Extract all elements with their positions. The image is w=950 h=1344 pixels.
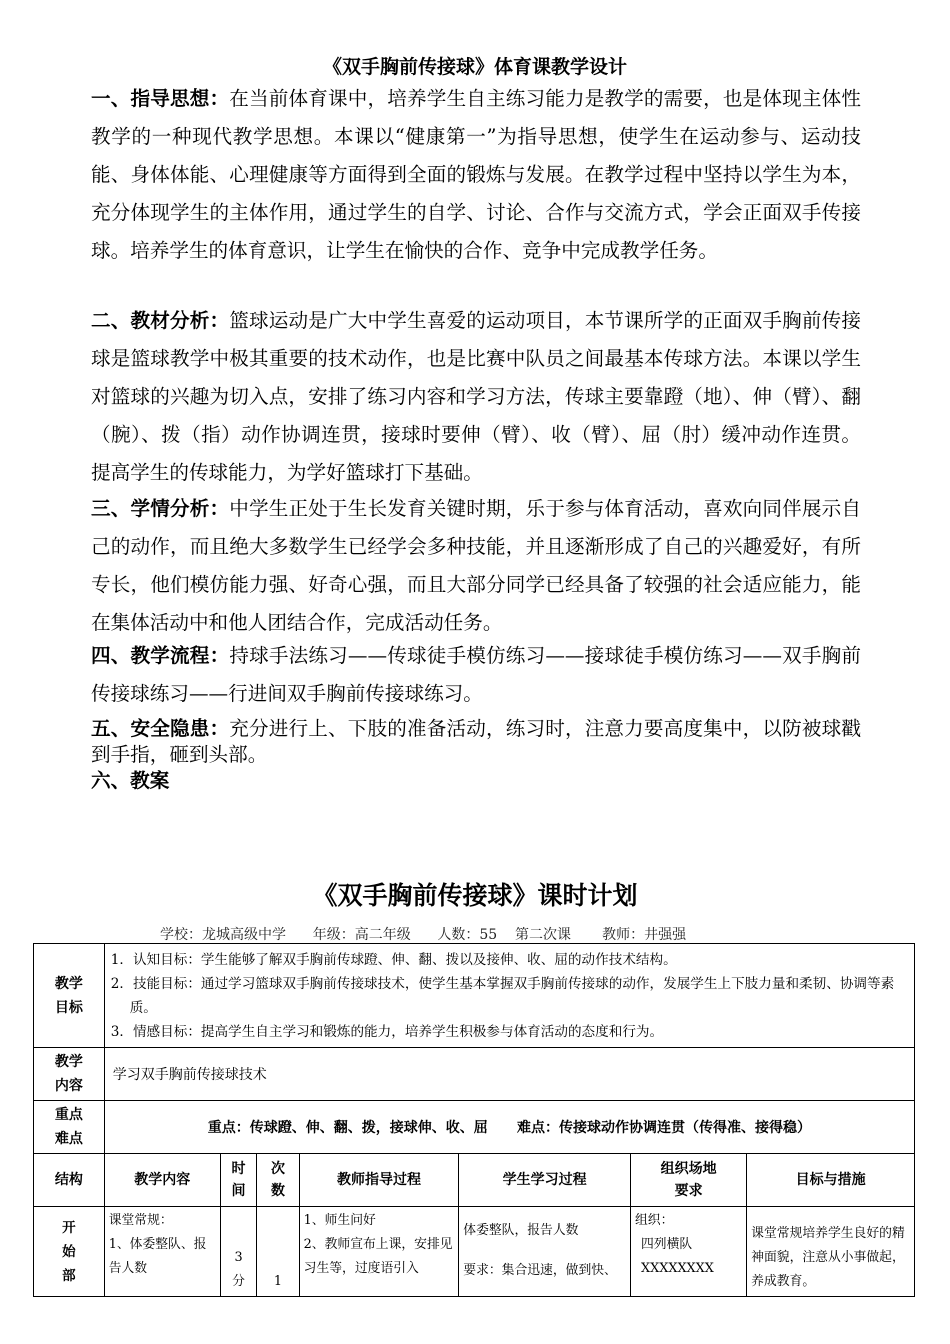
goal-item: 1．认知目标：学生能够了解双手胸前传球蹬、伸、翻、拨以及接伸、收、屈的动作技术结构。 bbox=[110, 951, 677, 968]
header-line: 间 bbox=[231, 1183, 246, 1199]
section-heading: 五、安全隐患： bbox=[91, 717, 230, 740]
cell-line: 体委整队，报告人数 bbox=[463, 1223, 579, 1238]
document-title: 《双手胸前传接球》体育课教学设计 bbox=[322, 56, 627, 78]
plan-meta: 学校：龙城高级中学 年级：高二年级 人数：55 第二次课 教师：井强强 bbox=[160, 927, 687, 943]
header-teacher: 教师指导过程 bbox=[299, 1154, 459, 1207]
teacher-cell bbox=[299, 1207, 459, 1297]
label-line: 教学 bbox=[54, 1054, 83, 1070]
content-cell: 学习双手胸前传接球技术 bbox=[104, 1048, 914, 1101]
label-line: 目标 bbox=[54, 999, 83, 1016]
content-cell bbox=[104, 1207, 220, 1297]
cell-line: 部 bbox=[62, 1267, 76, 1284]
reps-cell: 1 bbox=[257, 1207, 299, 1297]
key-points-cell: 重点：传球蹬、伸、翻、拨，接球伸、收、屈 难点：传接球动作协调连贯（传得准、接得稳） bbox=[104, 1101, 914, 1154]
header-line: 次 bbox=[270, 1161, 285, 1177]
plan-title: 《双手胸前传接球》课时计划 bbox=[312, 881, 638, 910]
content-label bbox=[34, 1048, 105, 1101]
key-label bbox=[34, 1101, 105, 1154]
label-line: 内容 bbox=[54, 1078, 83, 1094]
cell-line: 分 bbox=[232, 1274, 245, 1289]
cell-line: 开 bbox=[62, 1219, 76, 1236]
section-body: 在当前体育课中，培养学生自主练习能力是教学的需要，也是体现主体性教学的一种现代教学思想。本课以“健康第一”为指导思想，使学生在运动参与、运动技能、身体体能、心理健康等方面得到全面的锻炼与发展。在教学过程中坚持以学生为本，充分体现学生的主体作用，通过学生的自学、讨论、合作与交流方式，学会正面双手传接球。培养学生的体育意识，让学生在愉快的合作、竞争中完成教学任务。 bbox=[91, 87, 862, 262]
section-heading: 一、指导思想： bbox=[91, 87, 230, 110]
cell-line: 要求：集合迅速，做到快、 bbox=[463, 1263, 617, 1278]
goals-cell bbox=[104, 944, 914, 1048]
section-safety bbox=[91, 716, 861, 768]
header-line: 组织场地 bbox=[660, 1161, 717, 1177]
header-goal: 目标与措施 bbox=[747, 1154, 915, 1207]
label-line: 重点 bbox=[54, 1107, 83, 1123]
cell-line: 课堂常规： bbox=[108, 1213, 173, 1228]
table-header-row bbox=[34, 1154, 915, 1207]
cell-line: 组织： bbox=[635, 1213, 674, 1228]
section-material-analysis bbox=[91, 302, 861, 492]
header-organization bbox=[631, 1154, 747, 1207]
structure-cell bbox=[34, 1207, 105, 1297]
cell-line: 始 bbox=[62, 1243, 76, 1260]
cell-line: XXXXXXXX bbox=[641, 1261, 714, 1276]
label-line: 难点 bbox=[54, 1131, 83, 1147]
section-heading: 三、学情分析： bbox=[91, 497, 230, 520]
goal-cell: 课堂常规培养学生良好的精神面貌，注意从小事做起，养成教育。 bbox=[747, 1207, 915, 1297]
label-line: 教学 bbox=[54, 975, 83, 992]
organization-cell bbox=[631, 1207, 747, 1297]
section-heading: 四、教学流程： bbox=[91, 644, 230, 667]
lesson-plan-table bbox=[33, 943, 915, 1297]
header-content: 教学内容 bbox=[104, 1154, 220, 1207]
goal-item: 2．技能目标：通过学习篮球双手胸前传接球技术，使学生基本掌握双手胸前传接球的动作，发展学生上下肢力量和柔韧、协调等素质。 bbox=[110, 975, 895, 1016]
table-row-content bbox=[34, 1048, 915, 1101]
time-cell bbox=[220, 1207, 256, 1297]
header-line: 要求 bbox=[674, 1183, 703, 1199]
section-guiding-thought bbox=[91, 80, 861, 270]
section-body: 中学生正处于生长发育关键时期，乐于参与体育活动，喜欢向同伴展示自己的动作，而且绝大多数学生已经学会多种技能，并且逐渐形成了自己的兴趣爱好，有所专长，他们模仿能力强、好奇心强，而且大部分同学已经具备了较强的社会适应能力，能在集体活动中和他人团结合作，完成活动任务。 bbox=[91, 497, 862, 634]
cell-line: 1、体委整队、报告人数 bbox=[108, 1237, 207, 1276]
section-lesson-plan-heading: 六、教案 bbox=[91, 769, 170, 792]
section-student-analysis bbox=[91, 490, 861, 642]
section-heading: 二、教材分析： bbox=[91, 309, 230, 332]
header-line: 数 bbox=[270, 1183, 285, 1199]
goal-item: 3．情感目标：提高学生自主学习和锻炼的能力，培养学生积极参与体育活动的态度和行为。 bbox=[110, 1023, 664, 1040]
table-row-key-points bbox=[34, 1101, 915, 1154]
header-line: 时 bbox=[231, 1161, 246, 1177]
section-teaching-process bbox=[91, 637, 861, 713]
cell-line: 四列横队 bbox=[641, 1237, 693, 1252]
table-row bbox=[34, 1207, 915, 1297]
section-body: 持球手法练习——传球徒手模仿练习——接球徒手模仿练习——双手胸前传接球练习——行进间双手胸前传接球练习。 bbox=[91, 644, 862, 705]
header-structure: 结构 bbox=[34, 1154, 105, 1207]
header-reps bbox=[257, 1154, 299, 1207]
section-body: 篮球运动是广大中学生喜爱的运动项目，本节课所学的正面双手胸前传接球是篮球教学中极其重要的技术动作，也是比赛中队员之间最基本传球方法。本课以学生对篮球的兴趣为切入点，安排了练习内容和学习方法，传球主要靠蹬（地）、伸（臂）、翻（腕）、拨（指）动作协调连贯，接球时要伸（臂）、收（臂）、屈（肘）缓冲动作连贯。提高学生的传球能力，为学好篮球打下基础。 bbox=[91, 309, 862, 484]
header-student: 学生学习过程 bbox=[459, 1154, 631, 1207]
cell-line: 3 bbox=[234, 1250, 243, 1265]
header-time bbox=[220, 1154, 256, 1207]
cell-line: 2、教师宣布上课，安排见习生等，过度语引入 bbox=[303, 1237, 453, 1276]
student-cell bbox=[459, 1207, 631, 1297]
section-body: 充分进行上、下肢的准备活动，练习时，注意力要高度集中，以防被球戳到手指，砸到头部。 bbox=[91, 717, 862, 766]
cell-line: 1、师生问好 bbox=[303, 1213, 376, 1228]
goal-label bbox=[34, 944, 105, 1048]
table-row-goals bbox=[34, 944, 915, 1048]
